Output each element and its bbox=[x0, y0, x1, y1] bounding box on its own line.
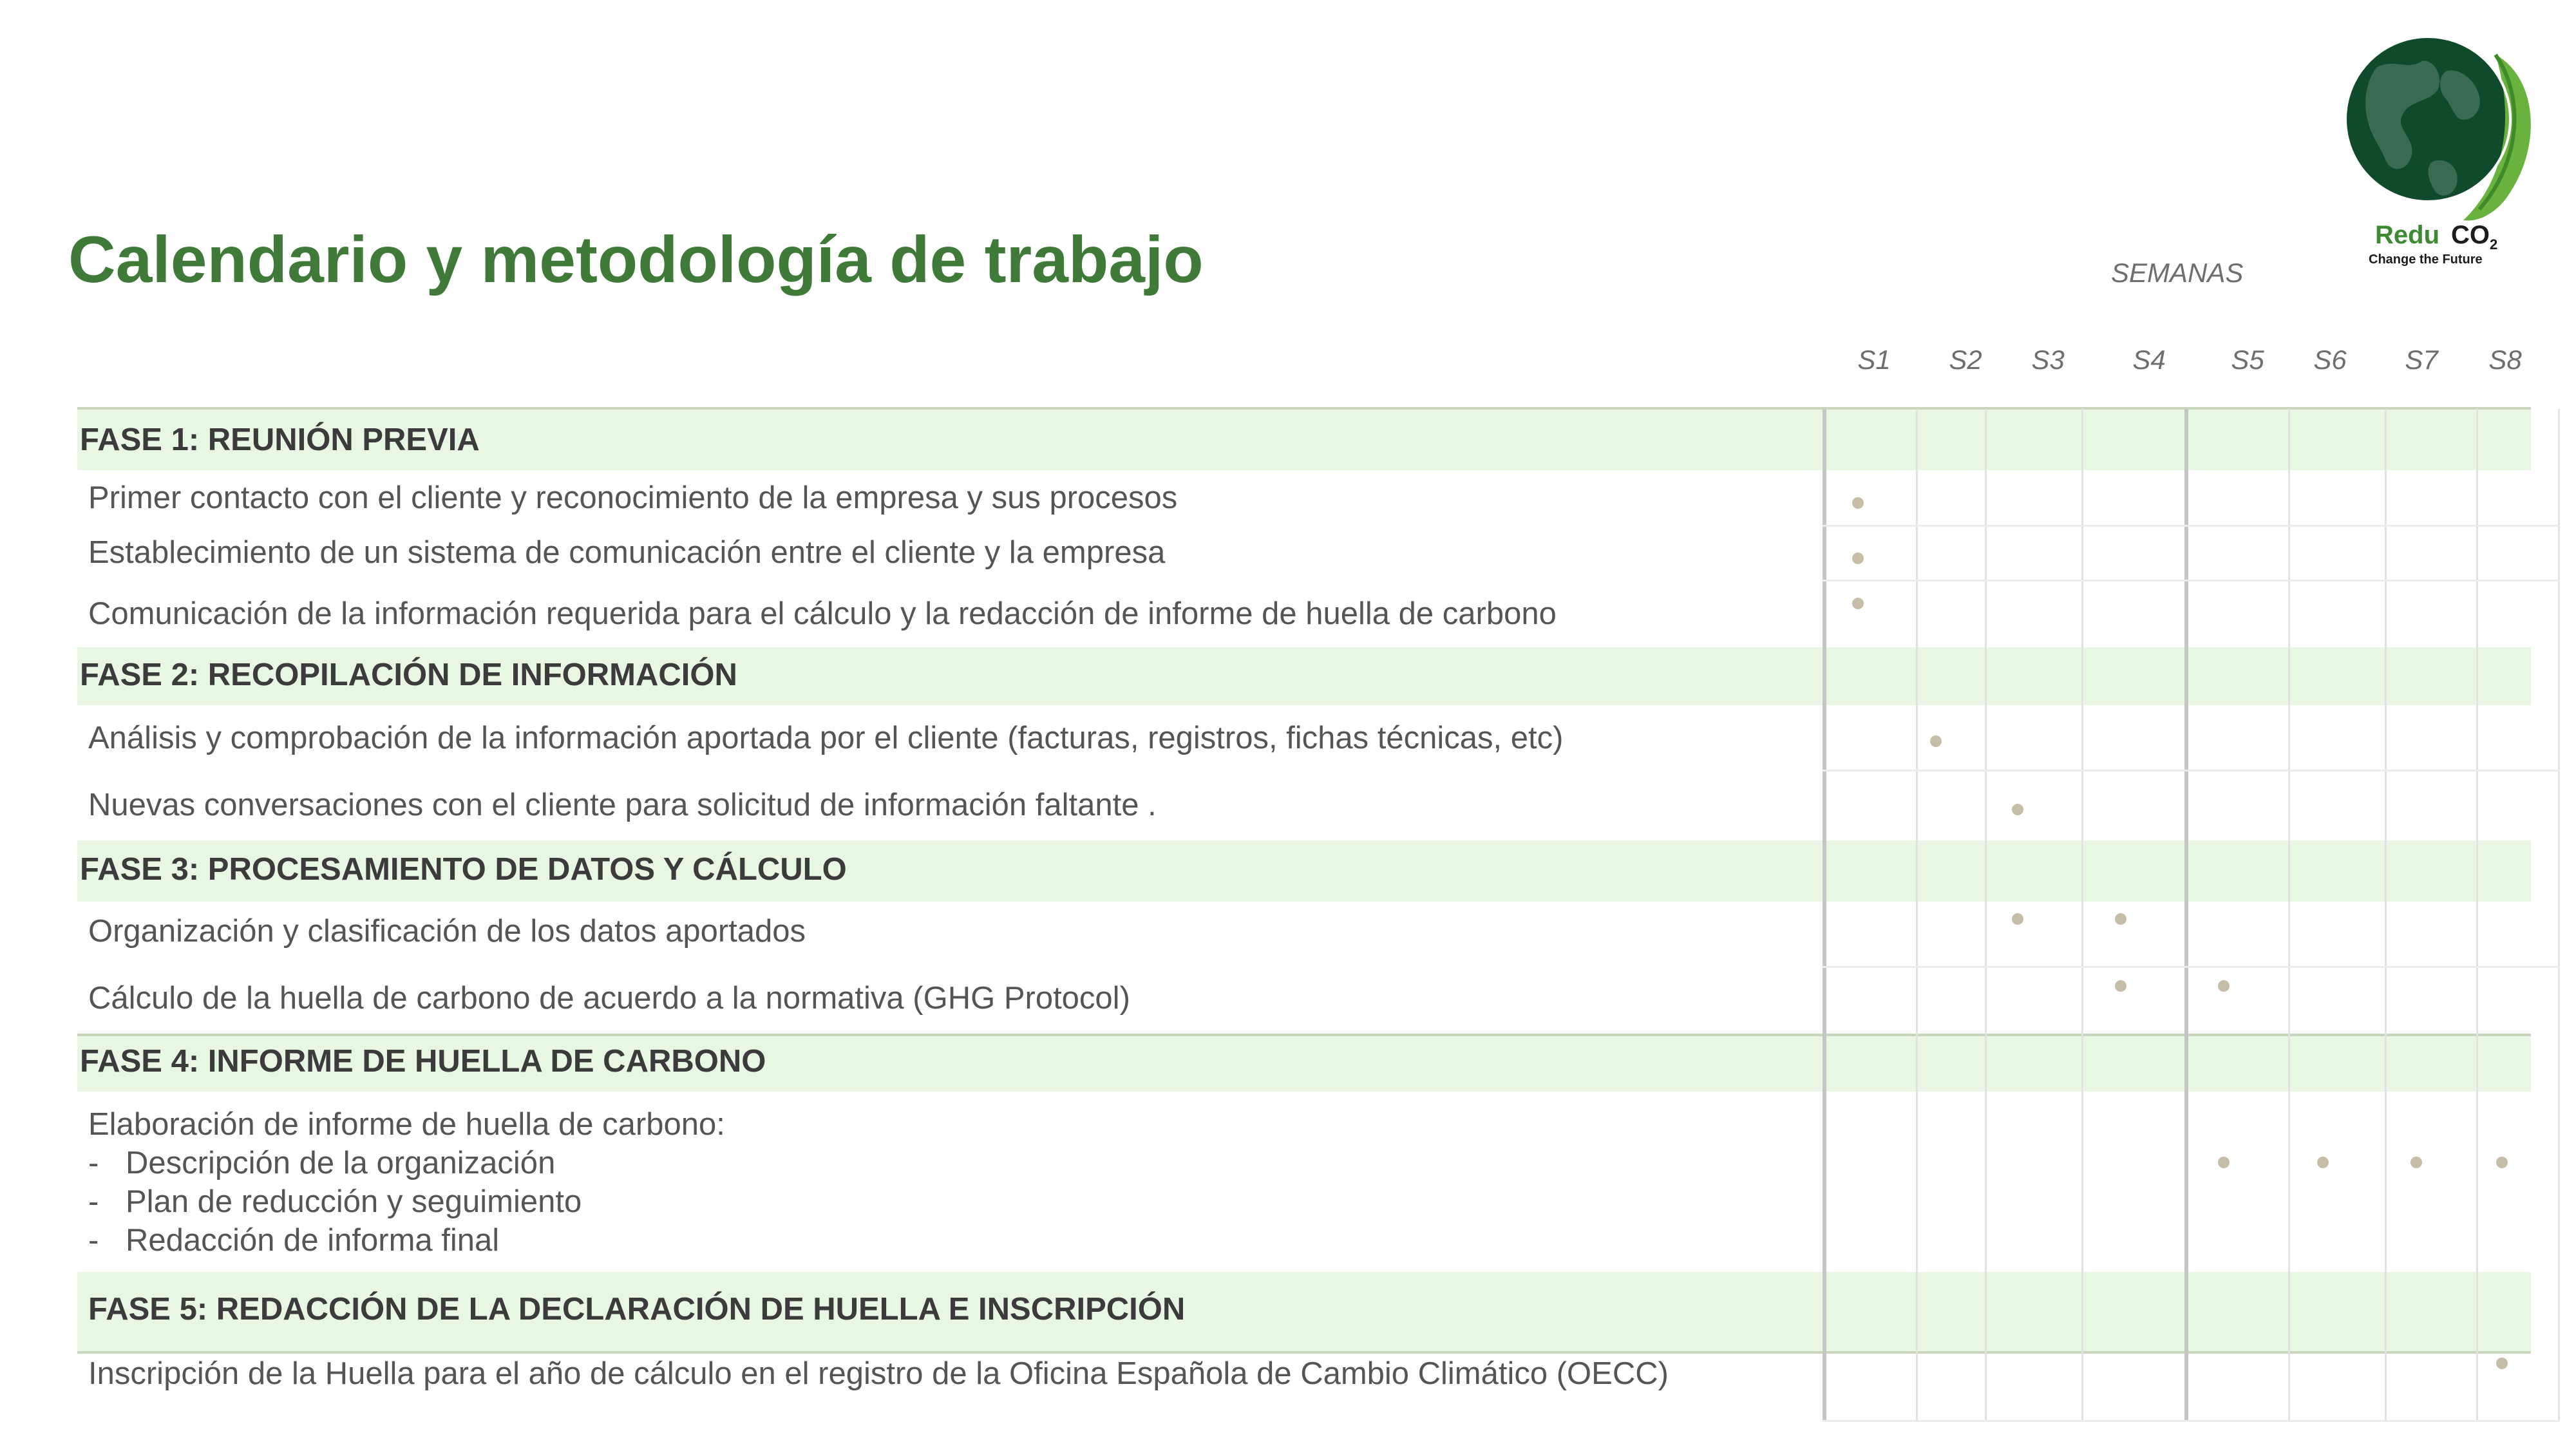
logo-name-dark: CO bbox=[2451, 221, 2490, 249]
bullet-dash: - bbox=[88, 1184, 99, 1219]
schedule-dot-s1 bbox=[1852, 553, 1864, 564]
schedule-dot-s1 bbox=[1852, 497, 1864, 509]
grid-col-line bbox=[1985, 409, 1987, 1420]
weeks-label: SEMANAS bbox=[2111, 258, 2244, 288]
logo-tagline: Change the Future bbox=[2369, 252, 2483, 267]
phase-2-label: FASE 2: RECOPILACIÓN DE INFORMACIÓN bbox=[80, 658, 737, 692]
page-title: Calendario y metodología de trabajo bbox=[68, 223, 1204, 296]
phase-4-label: FASE 4: INFORME DE HUELLA DE CARBONO bbox=[80, 1044, 766, 1079]
schedule-dot-s4 bbox=[2115, 980, 2126, 992]
schedule-dot-s5 bbox=[2218, 980, 2230, 992]
bullet-dash: - bbox=[88, 1146, 99, 1180]
table-top-border bbox=[77, 407, 2531, 410]
phase4-top-border bbox=[77, 1034, 2531, 1036]
grid-col-line bbox=[2081, 409, 2083, 1420]
task-label: Inscripción de la Huella para el año de cálculo en el registro de la Oficina Española de Cambio Climático (OECC) bbox=[88, 1356, 1669, 1391]
week-header-s3: S3 bbox=[2031, 345, 2065, 375]
task-subitem-text: Descripción de la organización bbox=[126, 1146, 556, 1180]
schedule-dot-s5 bbox=[2218, 1157, 2230, 1168]
task-label: Organización y clasificación de los datos aportados bbox=[88, 914, 806, 949]
task-label: Establecimiento de un sistema de comunicación entre el cliente y la empresa bbox=[88, 535, 1166, 570]
task-subitem-text: Redacción de informa final bbox=[126, 1223, 500, 1258]
week-header-s7: S7 bbox=[2405, 345, 2438, 375]
task-label: Análisis y comprobación de la información aportada por el cliente (facturas, registros, fichas técnicas, etc) bbox=[88, 721, 1564, 755]
grid-row-line bbox=[1823, 770, 2560, 772]
logo-name-green: Redu bbox=[2375, 221, 2439, 249]
schedule-dot-s3 bbox=[2012, 913, 2023, 925]
schedule-dot-s1 bbox=[1852, 598, 1864, 609]
grid-col-divider bbox=[2184, 409, 2188, 1420]
grid-row-line bbox=[1823, 525, 2560, 527]
schedule-dot-s7 bbox=[2410, 1157, 2422, 1168]
schedule-dot-s3 bbox=[2012, 804, 2023, 815]
task-label: Primer contacto con el cliente y reconocimiento de la empresa y sus procesos bbox=[88, 480, 1178, 515]
phase-1-label: FASE 1: REUNIÓN PREVIA bbox=[80, 422, 480, 457]
phase5-bottom-border bbox=[77, 1351, 2531, 1354]
schedule-dot-s8 bbox=[2496, 1157, 2508, 1168]
globe-leaf-icon bbox=[2331, 32, 2544, 225]
task-subitem bbox=[88, 1222, 499, 1258]
grid-row-line bbox=[1823, 966, 2560, 968]
bullet-dash: - bbox=[88, 1223, 99, 1258]
grid-col-line bbox=[1916, 409, 1918, 1420]
grid-row-line bbox=[1823, 1420, 2560, 1422]
grid-col-line bbox=[2476, 409, 2478, 1420]
logo-name bbox=[2375, 221, 2497, 253]
logo-subscript: 2 bbox=[2490, 236, 2498, 252]
task-label: Cálculo de la huella de carbono de acuerdo a la normativa (GHG Protocol) bbox=[88, 981, 1130, 1016]
week-header-s8: S8 bbox=[2488, 345, 2522, 375]
task-subitem bbox=[88, 1145, 555, 1181]
grid-row-line bbox=[1823, 580, 2560, 582]
week-header-s4: S4 bbox=[2132, 345, 2166, 375]
week-header-s1: S1 bbox=[1857, 345, 1891, 375]
schedule-dot-s4 bbox=[2115, 913, 2126, 925]
task-label: Nuevas conversaciones con el cliente para solicitud de información faltante . bbox=[88, 788, 1157, 822]
week-header-s5: S5 bbox=[2231, 345, 2264, 375]
task-subitem-text: Plan de reducción y seguimiento bbox=[126, 1184, 582, 1219]
schedule-dot-s2 bbox=[1930, 735, 1942, 747]
schedule-dot-s6 bbox=[2317, 1157, 2329, 1168]
phase-3-label: FASE 3: PROCESAMIENTO DE DATOS Y CÁLCULO bbox=[80, 852, 847, 887]
grid-col-divider bbox=[1823, 409, 1826, 1420]
grid-col-line bbox=[2385, 409, 2387, 1420]
task-label: Elaboración de informe de huella de carbono: bbox=[88, 1107, 725, 1142]
grid-col-line bbox=[2288, 409, 2290, 1420]
week-header-s2: S2 bbox=[1949, 345, 1982, 375]
schedule-dot-s8 bbox=[2496, 1358, 2508, 1369]
week-header-s6: S6 bbox=[2313, 345, 2347, 375]
grid-col-line bbox=[2558, 409, 2560, 1420]
task-subitem bbox=[88, 1184, 582, 1220]
phase-5-label: FASE 5: REDACCIÓN DE LA DECLARACIÓN DE HUELLA E INSCRIPCIÓN bbox=[88, 1292, 1186, 1327]
task-label: Comunicación de la información requerida para el cálculo y la redacción de informe de huella de carbono bbox=[88, 596, 1557, 631]
